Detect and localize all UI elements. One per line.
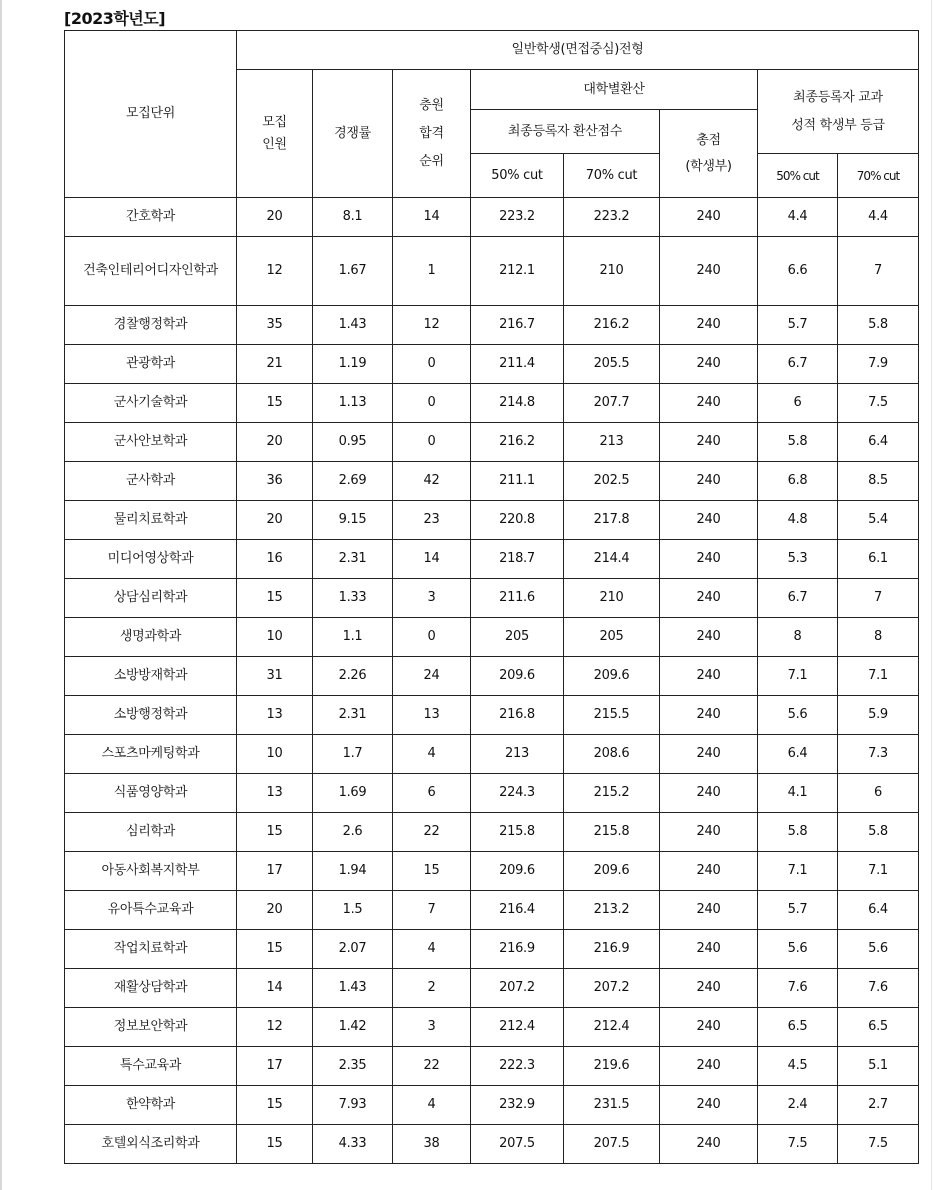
cell-grade-cut50: 4.5 <box>758 1047 838 1086</box>
cell-grade-cut50: 7.1 <box>758 852 838 891</box>
header-grade-cut70: 70% cut <box>838 154 919 198</box>
cell-rank: 2 <box>393 969 471 1008</box>
table-row <box>65 891 919 930</box>
cell-unit: 관광학과 <box>65 345 237 384</box>
cell-competition: 2.26 <box>313 657 393 696</box>
cell-quota: 15 <box>237 813 313 852</box>
cell-grade-cut70: 7.5 <box>838 1125 919 1164</box>
cell-grade-cut50: 6 <box>758 384 838 423</box>
cell-total: 240 <box>660 930 758 969</box>
cell-competition: 1.69 <box>313 774 393 813</box>
cell-quota: 36 <box>237 462 313 501</box>
cell-quota: 10 <box>237 618 313 657</box>
cell-score-cut50: 216.8 <box>471 696 564 735</box>
cell-grade-cut70: 7.1 <box>838 657 919 696</box>
cell-rank: 12 <box>393 306 471 345</box>
cell-quota: 10 <box>237 735 313 774</box>
cell-quota: 31 <box>237 657 313 696</box>
cell-grade-cut70: 5.4 <box>838 501 919 540</box>
cell-rank: 42 <box>393 462 471 501</box>
table-row <box>65 1086 919 1125</box>
cell-total: 240 <box>660 1125 758 1164</box>
cell-unit: 소방행정학과 <box>65 696 237 735</box>
table-row <box>65 1125 919 1164</box>
cell-competition: 1.7 <box>313 735 393 774</box>
table-row <box>65 1008 919 1047</box>
cell-score-cut70: 209.6 <box>564 657 660 696</box>
cell-rank: 0 <box>393 345 471 384</box>
cell-total: 240 <box>660 735 758 774</box>
cell-unit: 재활상담학과 <box>65 969 237 1008</box>
cell-score-cut70: 213.2 <box>564 891 660 930</box>
cell-total: 240 <box>660 579 758 618</box>
table-row <box>65 345 919 384</box>
right-border <box>931 0 932 1190</box>
cell-total: 240 <box>660 657 758 696</box>
cell-total: 240 <box>660 306 758 345</box>
cell-rank: 38 <box>393 1125 471 1164</box>
header-total <box>660 110 758 198</box>
cell-score-cut50: 207.5 <box>471 1125 564 1164</box>
cell-rank: 13 <box>393 696 471 735</box>
header-rank-line3: 순위 <box>419 153 444 169</box>
cell-grade-cut50: 5.7 <box>758 306 838 345</box>
cell-grade-cut70: 7 <box>838 579 919 618</box>
cell-total: 240 <box>660 384 758 423</box>
cell-unit: 미디어영상학과 <box>65 540 237 579</box>
cell-unit: 생명과학과 <box>65 618 237 657</box>
cell-quota: 20 <box>237 501 313 540</box>
cell-grade-cut70: 6.5 <box>838 1008 919 1047</box>
cell-rank: 24 <box>393 657 471 696</box>
cell-unit: 소방방재학과 <box>65 657 237 696</box>
header-score-cut50: 50% cut <box>471 154 564 198</box>
cell-rank: 14 <box>393 540 471 579</box>
table-row <box>65 462 919 501</box>
cell-grade-cut70: 7.5 <box>838 384 919 423</box>
cell-rank: 3 <box>393 1008 471 1047</box>
cell-score-cut70: 205.5 <box>564 345 660 384</box>
cell-total: 240 <box>660 852 758 891</box>
cell-quota: 20 <box>237 891 313 930</box>
cell-total: 240 <box>660 969 758 1008</box>
cell-rank: 23 <box>393 501 471 540</box>
cell-total: 240 <box>660 1086 758 1125</box>
cell-quota: 17 <box>237 852 313 891</box>
cell-unit: 식품영양학과 <box>65 774 237 813</box>
cell-score-cut50: 211.4 <box>471 345 564 384</box>
cell-competition: 1.33 <box>313 579 393 618</box>
cell-score-cut70: 215.8 <box>564 813 660 852</box>
cell-quota: 21 <box>237 345 313 384</box>
cell-grade-cut50: 4.1 <box>758 774 838 813</box>
cell-unit: 한약학과 <box>65 1086 237 1125</box>
cell-unit: 스포츠마케팅학과 <box>65 735 237 774</box>
cell-score-cut50: 223.2 <box>471 198 564 237</box>
table-row <box>65 969 919 1008</box>
cell-score-cut70: 213 <box>564 423 660 462</box>
cell-score-cut70: 217.8 <box>564 501 660 540</box>
cell-grade-cut70: 7.6 <box>838 969 919 1008</box>
cell-grade-cut70: 8 <box>838 618 919 657</box>
header-rank <box>393 70 471 198</box>
cell-quota: 35 <box>237 306 313 345</box>
table-row <box>65 198 919 237</box>
cell-score-cut70: 210 <box>564 579 660 618</box>
cell-competition: 2.31 <box>313 696 393 735</box>
admission-results-table <box>64 30 919 1164</box>
header-total-line2: (학생부) <box>685 158 732 174</box>
cell-unit: 물리치료학과 <box>65 501 237 540</box>
table-row <box>65 735 919 774</box>
cell-score-cut50: 216.2 <box>471 423 564 462</box>
cell-score-cut50: 232.9 <box>471 1086 564 1125</box>
cell-competition: 2.35 <box>313 1047 393 1086</box>
cell-unit: 상담심리학과 <box>65 579 237 618</box>
cell-grade-cut70: 7.1 <box>838 852 919 891</box>
cell-rank: 4 <box>393 1086 471 1125</box>
table-row <box>65 852 919 891</box>
cell-competition: 4.33 <box>313 1125 393 1164</box>
cell-unit: 건축인테리어디자인학과 <box>65 237 237 306</box>
cell-score-cut50: 211.6 <box>471 579 564 618</box>
cell-unit: 호텔외식조리학과 <box>65 1125 237 1164</box>
cell-score-cut70: 231.5 <box>564 1086 660 1125</box>
cell-competition: 7.93 <box>313 1086 393 1125</box>
cell-rank: 15 <box>393 852 471 891</box>
table-row <box>65 696 919 735</box>
cell-score-cut50: 218.7 <box>471 540 564 579</box>
cell-score-cut50: 207.2 <box>471 969 564 1008</box>
cell-grade-cut70: 5.8 <box>838 813 919 852</box>
cell-total: 240 <box>660 774 758 813</box>
table-row <box>65 384 919 423</box>
cell-unit: 군사학과 <box>65 462 237 501</box>
table-row <box>65 540 919 579</box>
header-grade-cut50: 50% cut <box>758 154 838 198</box>
cell-unit: 군사기술학과 <box>65 384 237 423</box>
cell-grade-cut50: 5.7 <box>758 891 838 930</box>
table-row <box>65 1047 919 1086</box>
cell-score-cut70: 219.6 <box>564 1047 660 1086</box>
cell-grade-cut50: 5.3 <box>758 540 838 579</box>
header-grade <box>758 70 919 154</box>
cell-score-cut50: 215.8 <box>471 813 564 852</box>
cell-grade-cut70: 6.4 <box>838 423 919 462</box>
cell-grade-cut50: 5.6 <box>758 930 838 969</box>
cell-competition: 2.07 <box>313 930 393 969</box>
cell-score-cut70: 210 <box>564 237 660 306</box>
cell-rank: 14 <box>393 198 471 237</box>
cell-grade-cut70: 7.3 <box>838 735 919 774</box>
cell-total: 240 <box>660 891 758 930</box>
header-grade-line1: 최종등록자 교과 <box>793 89 883 105</box>
cell-quota: 12 <box>237 1008 313 1047</box>
cell-total: 240 <box>660 237 758 306</box>
cell-score-cut50: 220.8 <box>471 501 564 540</box>
cell-total: 240 <box>660 1008 758 1047</box>
cell-score-cut70: 216.9 <box>564 930 660 969</box>
cell-grade-cut50: 6.5 <box>758 1008 838 1047</box>
page-title: [2023학년도] <box>64 9 166 28</box>
cell-score-cut50: 212.4 <box>471 1008 564 1047</box>
cell-competition: 2.31 <box>313 540 393 579</box>
cell-grade-cut50: 6.8 <box>758 462 838 501</box>
cell-grade-cut50: 5.8 <box>758 813 838 852</box>
cell-competition: 2.6 <box>313 813 393 852</box>
cell-total: 240 <box>660 813 758 852</box>
cell-unit: 특수교육과 <box>65 1047 237 1086</box>
table-row <box>65 237 919 306</box>
cell-rank: 1 <box>393 237 471 306</box>
cell-quota: 20 <box>237 198 313 237</box>
table-row <box>65 813 919 852</box>
cell-total: 240 <box>660 345 758 384</box>
cell-quota: 13 <box>237 774 313 813</box>
cell-quota: 15 <box>237 1086 313 1125</box>
cell-score-cut70: 216.2 <box>564 306 660 345</box>
cell-total: 240 <box>660 501 758 540</box>
cell-score-cut50: 216.4 <box>471 891 564 930</box>
cell-competition: 1.1 <box>313 618 393 657</box>
table-row <box>65 501 919 540</box>
cell-grade-cut70: 6.4 <box>838 891 919 930</box>
table-row <box>65 930 919 969</box>
cell-score-cut70: 214.4 <box>564 540 660 579</box>
cell-grade-cut70: 5.1 <box>838 1047 919 1086</box>
cell-grade-cut50: 5.8 <box>758 423 838 462</box>
cell-quota: 15 <box>237 1125 313 1164</box>
header-rank-line2: 합격 <box>419 125 444 141</box>
table-row <box>65 774 919 813</box>
cell-score-cut50: 222.3 <box>471 1047 564 1086</box>
cell-competition: 0.95 <box>313 423 393 462</box>
cell-grade-cut50: 4.4 <box>758 198 838 237</box>
header-total-line1: 총점 <box>696 132 721 148</box>
cell-grade-cut70: 6 <box>838 774 919 813</box>
cell-competition: 1.67 <box>313 237 393 306</box>
cell-total: 240 <box>660 540 758 579</box>
cell-grade-cut50: 7.1 <box>758 657 838 696</box>
cell-unit: 아동사회복지학부 <box>65 852 237 891</box>
cell-competition: 1.13 <box>313 384 393 423</box>
cell-grade-cut70: 6.1 <box>838 540 919 579</box>
cell-score-cut50: 213 <box>471 735 564 774</box>
cell-score-cut70: 212.4 <box>564 1008 660 1047</box>
cell-grade-cut50: 8 <box>758 618 838 657</box>
cell-grade-cut50: 6.7 <box>758 345 838 384</box>
table-body <box>65 198 919 1164</box>
cell-grade-cut50: 7.6 <box>758 969 838 1008</box>
cell-score-cut70: 208.6 <box>564 735 660 774</box>
header-score-cut70: 70% cut <box>564 154 660 198</box>
cell-total: 240 <box>660 423 758 462</box>
cell-grade-cut70: 5.9 <box>838 696 919 735</box>
cell-score-cut70: 205 <box>564 618 660 657</box>
cell-competition: 1.94 <box>313 852 393 891</box>
cell-quota: 20 <box>237 423 313 462</box>
cell-competition: 2.69 <box>313 462 393 501</box>
cell-grade-cut50: 7.5 <box>758 1125 838 1164</box>
header-unit: 모집단위 <box>65 31 237 198</box>
left-border <box>0 0 2 1190</box>
header-competition: 경쟁률 <box>313 70 393 198</box>
cell-grade-cut50: 5.6 <box>758 696 838 735</box>
table-row <box>65 618 919 657</box>
cell-quota: 12 <box>237 237 313 306</box>
cell-grade-cut50: 6.4 <box>758 735 838 774</box>
table-row <box>65 306 919 345</box>
header-grade-line2: 성적 학생부 등급 <box>791 117 885 133</box>
cell-unit: 작업치료학과 <box>65 930 237 969</box>
cell-grade-cut70: 8.5 <box>838 462 919 501</box>
cell-total: 240 <box>660 198 758 237</box>
cell-unit: 간호학과 <box>65 198 237 237</box>
cell-rank: 3 <box>393 579 471 618</box>
header-quota-line2: 인원 <box>262 136 287 152</box>
cell-score-cut50: 209.6 <box>471 852 564 891</box>
cell-competition: 1.19 <box>313 345 393 384</box>
cell-quota: 15 <box>237 930 313 969</box>
cell-score-cut70: 207.2 <box>564 969 660 1008</box>
cell-rank: 6 <box>393 774 471 813</box>
header-conversion: 대학별환산 <box>471 70 758 110</box>
cell-score-cut50: 216.9 <box>471 930 564 969</box>
cell-score-cut70: 207.7 <box>564 384 660 423</box>
header-track: 일반학생(면접중심)전형 <box>237 31 919 70</box>
cell-rank: 0 <box>393 384 471 423</box>
cell-quota: 17 <box>237 1047 313 1086</box>
cell-total: 240 <box>660 618 758 657</box>
header-quota <box>237 70 313 198</box>
cell-unit: 유아특수교육과 <box>65 891 237 930</box>
header-conversion-score: 최종등록자 환산점수 <box>471 110 660 154</box>
cell-grade-cut50: 4.8 <box>758 501 838 540</box>
cell-total: 240 <box>660 1047 758 1086</box>
cell-rank: 4 <box>393 735 471 774</box>
cell-score-cut70: 202.5 <box>564 462 660 501</box>
cell-score-cut50: 212.1 <box>471 237 564 306</box>
cell-grade-cut70: 7.9 <box>838 345 919 384</box>
cell-competition: 1.5 <box>313 891 393 930</box>
cell-unit: 군사안보학과 <box>65 423 237 462</box>
cell-quota: 16 <box>237 540 313 579</box>
cell-score-cut50: 205 <box>471 618 564 657</box>
cell-grade-cut70: 5.8 <box>838 306 919 345</box>
table-row <box>65 423 919 462</box>
cell-grade-cut70: 5.6 <box>838 930 919 969</box>
cell-score-cut50: 216.7 <box>471 306 564 345</box>
cell-grade-cut70: 4.4 <box>838 198 919 237</box>
cell-unit: 정보보안학과 <box>65 1008 237 1047</box>
cell-score-cut70: 215.5 <box>564 696 660 735</box>
cell-score-cut50: 214.8 <box>471 384 564 423</box>
cell-competition: 9.15 <box>313 501 393 540</box>
cell-rank: 4 <box>393 930 471 969</box>
cell-grade-cut50: 6.6 <box>758 237 838 306</box>
header-quota-line1: 모집 <box>262 114 287 130</box>
cell-score-cut50: 224.3 <box>471 774 564 813</box>
cell-rank: 0 <box>393 423 471 462</box>
cell-quota: 13 <box>237 696 313 735</box>
cell-score-cut70: 207.5 <box>564 1125 660 1164</box>
cell-competition: 1.43 <box>313 306 393 345</box>
cell-grade-cut70: 7 <box>838 237 919 306</box>
cell-rank: 0 <box>393 618 471 657</box>
cell-competition: 8.1 <box>313 198 393 237</box>
cell-rank: 22 <box>393 1047 471 1086</box>
cell-score-cut70: 223.2 <box>564 198 660 237</box>
table-row <box>65 657 919 696</box>
table-row <box>65 579 919 618</box>
cell-total: 240 <box>660 462 758 501</box>
cell-score-cut50: 209.6 <box>471 657 564 696</box>
cell-grade-cut70: 2.7 <box>838 1086 919 1125</box>
header-rank-line1: 충원 <box>419 97 444 113</box>
cell-unit: 경찰행정학과 <box>65 306 237 345</box>
cell-rank: 7 <box>393 891 471 930</box>
cell-total: 240 <box>660 696 758 735</box>
cell-competition: 1.42 <box>313 1008 393 1047</box>
cell-grade-cut50: 2.4 <box>758 1086 838 1125</box>
cell-score-cut70: 215.2 <box>564 774 660 813</box>
cell-grade-cut50: 6.7 <box>758 579 838 618</box>
cell-score-cut70: 209.6 <box>564 852 660 891</box>
cell-quota: 14 <box>237 969 313 1008</box>
cell-quota: 15 <box>237 384 313 423</box>
cell-score-cut50: 211.1 <box>471 462 564 501</box>
cell-competition: 1.43 <box>313 969 393 1008</box>
cell-unit: 심리학과 <box>65 813 237 852</box>
cell-quota: 15 <box>237 579 313 618</box>
cell-rank: 22 <box>393 813 471 852</box>
